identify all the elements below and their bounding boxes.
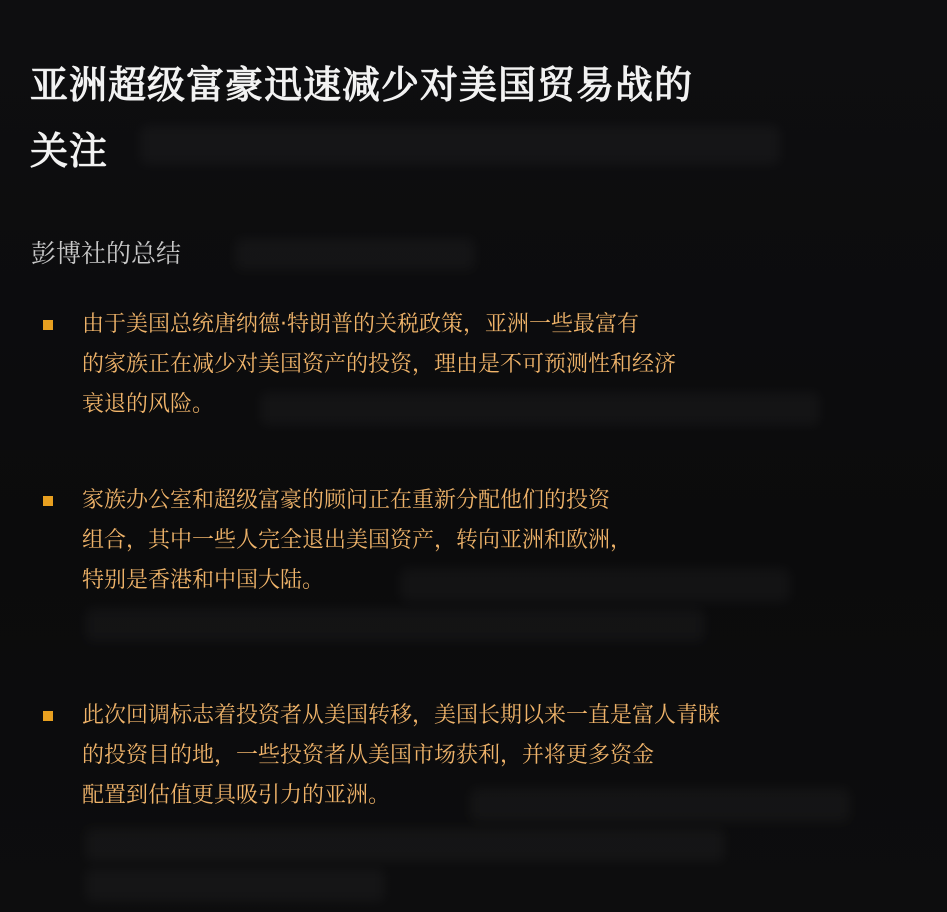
- background-smudge: [85, 608, 705, 642]
- square-bullet-icon: [43, 711, 53, 721]
- bullet-line: 组合，其中一些人完全退出美国资产，转向亚洲和欧洲，: [82, 528, 633, 553]
- background-smudge: [85, 828, 725, 862]
- title-line-2: 关注: [30, 129, 109, 173]
- bullet-text: [82, 305, 882, 425]
- square-bullet-icon: [43, 320, 53, 330]
- title-line-1: 亚洲超级富豪迅速减少对美国贸易战的: [30, 63, 694, 107]
- bullet-line: 衰退的风险。: [82, 392, 215, 417]
- bullet-text: [82, 696, 882, 816]
- bullet-line: 配置到估值更具吸引力的亚洲。: [82, 783, 391, 808]
- bullet-line: 的投资目的地，一些投资者从美国市场获利，并将更多资金: [82, 743, 655, 768]
- bullet-line: 家族办公室和超级富豪的顾问正在重新分配他们的投资: [82, 488, 611, 513]
- square-bullet-icon: [43, 496, 53, 506]
- bullet-line: 此次回调标志着投资者从美国转移，美国长期以来一直是富人青睐: [82, 703, 721, 728]
- bullet-line: 由于美国总统唐纳德·特朗普的关税政策，亚洲一些最富有: [82, 312, 639, 337]
- section-subtitle: 彭博社的总结: [31, 239, 182, 268]
- article-title: [30, 52, 890, 184]
- background-smudge: [85, 868, 385, 902]
- background-smudge: [235, 238, 475, 270]
- bullet-line: 特别是香港和中国大陆。: [82, 568, 325, 593]
- bullet-line: 的家族正在减少对美国资产的投资，理由是不可预测性和经济: [82, 352, 677, 377]
- bullet-text: [82, 481, 882, 601]
